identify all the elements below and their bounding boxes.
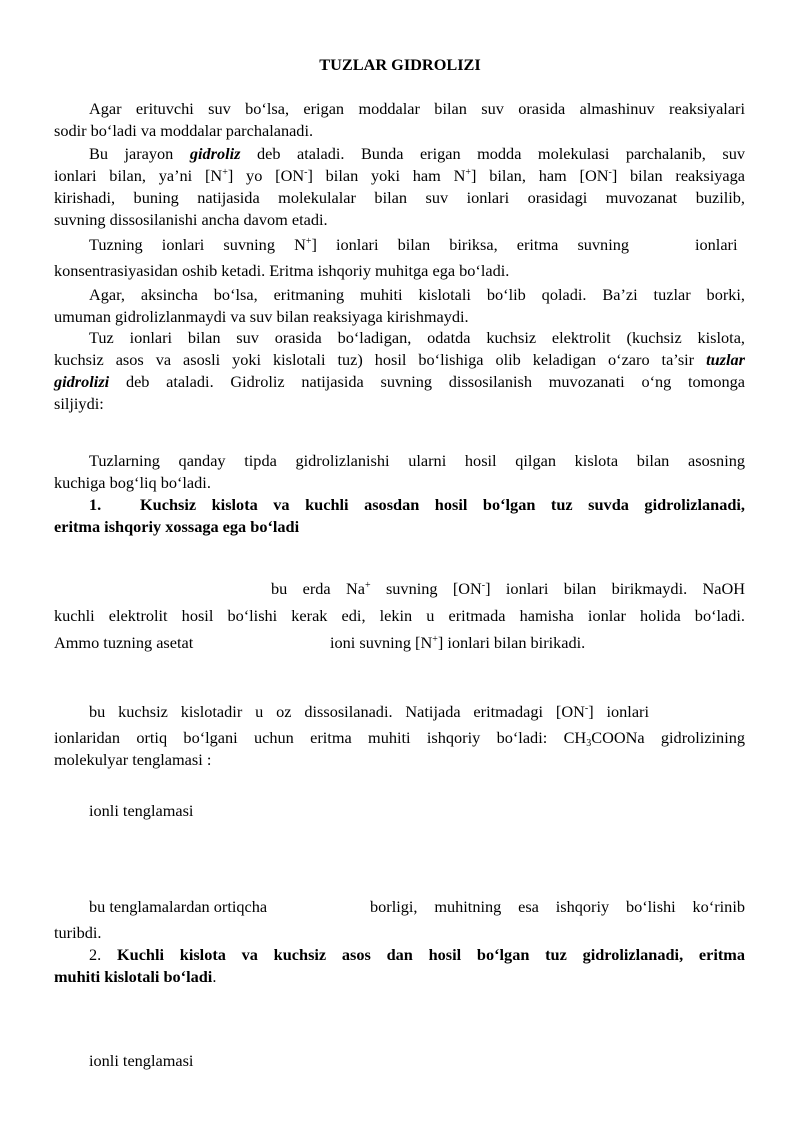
paragraph-line: siljiydi: bbox=[54, 394, 104, 413]
paragraph-line: ionlari bilan, ya’ni [N+] yo [ON-] bilan yoki ham N+] bilan, ham [ON-] bilan reaksiyaga bbox=[54, 166, 746, 185]
paragraph-line: kuchsiz asos va asosli yoki kislotali tuz) hosil bo‘lishiga olib keladigan o‘zaro ta’sir tuzlar bbox=[54, 350, 745, 369]
page-title: TUZLAR GIDROLIZI bbox=[319, 55, 481, 74]
paragraph-line: suvning dissosilanishi ancha davom etadi. bbox=[54, 210, 328, 229]
section-number: 1. bbox=[89, 495, 102, 514]
paragraph-line: kuchiga bog‘liq bo‘ladi. bbox=[54, 473, 211, 492]
section-heading: muhiti kislotali bo‘ladi. bbox=[54, 967, 217, 986]
paragraph-line: bu tenglamalardan ortiqcha bbox=[89, 897, 268, 916]
paragraph-line: konsentrasiyasidan oshib ketadi. Eritma ishqoriy muhitga ega bo‘ladi. bbox=[54, 261, 510, 280]
equation-caption: ionli tenglamasi bbox=[89, 1051, 194, 1070]
paragraph-line: kuchli elektrolit hosil bo‘lishi kerak edi, lekin u eritmada hamisha ionlar holida bo‘ladi. bbox=[54, 606, 745, 625]
term-tuzlar: tuzlar bbox=[706, 350, 745, 369]
paragraph-line: borligi, muhitning esa ishqoriy bo‘lishi ko‘rinib bbox=[370, 897, 745, 916]
paragraph-line: gidrolizi deb ataladi. Gidroliz natijasida suvning dissosilanish muvozanati o‘ng tomonga bbox=[54, 372, 745, 391]
paragraph-line: turibdi. bbox=[54, 923, 102, 942]
section-heading: Kuchsiz kislota va kuchli asosdan hosil bo‘lgan tuz suvda gidrolizlanadi, bbox=[140, 495, 745, 514]
paragraph-line-tail: ionlari bbox=[695, 235, 738, 254]
section-heading: 2. Kuchli kislota va kuchsiz asos dan hosil bo‘lgan tuz gidrolizlanadi, eritma bbox=[89, 945, 746, 964]
paragraph-line: ionlaridan ortiq bo‘lgani uchun eritma muhiti ishqoriy bo‘ladi: $CH_3COONa$ gidrolizining bbox=[54, 728, 746, 749]
term-gidroliz: gidroliz bbox=[189, 144, 241, 163]
paragraph-line: Ammo tuzning asetat bbox=[54, 633, 194, 652]
paragraph-line: umuman gidrolizlanmaydi va suv bilan reaksiyaga kirishmaydi. bbox=[54, 307, 469, 326]
term-gidrolizi: gidrolizi bbox=[54, 372, 110, 391]
paragraph-line: Bu jarayon gidroliz deb ataladi. Bunda erigan modda molekulasi parchalanib, suv bbox=[89, 144, 745, 163]
paragraph-line: Tuzning ionlari suvning N+] ionlari bilan biriksa, eritma suvning bbox=[89, 235, 630, 254]
paragraph-line: bu kuchsiz kislotadir u oz dissosilanadi. Natijada eritmadagi [ON-] ionlari bbox=[89, 702, 649, 721]
paragraph-line: kirishadi, buning natijasida molekulalar bilan suv ionlari orasidagi muvozanat buzilib, bbox=[54, 188, 745, 207]
paragraph-line: Agar, aksincha bo‘lsa, eritmaning muhiti kislotali bo‘lib qoladi. Ba’zi tuzlar borki, bbox=[89, 285, 745, 304]
paragraph-line: bu erda Na+ suvning [ON-] ionlari bilan birikmaydi. NaOH bbox=[271, 579, 745, 598]
paragraph-line: Agar erituvchi suv bo‘lsa, erigan moddalar bilan suv orasida almashinuv reaksiyalari bbox=[89, 99, 745, 118]
paragraph-line: sodir bo‘ladi va moddalar parchalanadi. bbox=[54, 121, 314, 140]
paragraph-line: ioni suvning [N+] ionlari bilan birikadi. bbox=[330, 633, 586, 652]
section-heading: eritma ishqoriy xossaga ega bo‘ladi bbox=[54, 517, 300, 536]
paragraph-line: molekulyar tenglamasi : bbox=[54, 750, 212, 769]
paragraph-line: Tuz ionlari bilan suv orasida bo‘ladigan, odatda kuchsiz elektrolit (kuchsiz kislota, bbox=[89, 328, 745, 347]
equation-caption: ionli tenglamasi bbox=[89, 801, 194, 820]
paragraph-line: Tuzlarning qanday tipda gidrolizlanishi ularni hosil qilgan kislota bilan asosning bbox=[89, 451, 745, 470]
